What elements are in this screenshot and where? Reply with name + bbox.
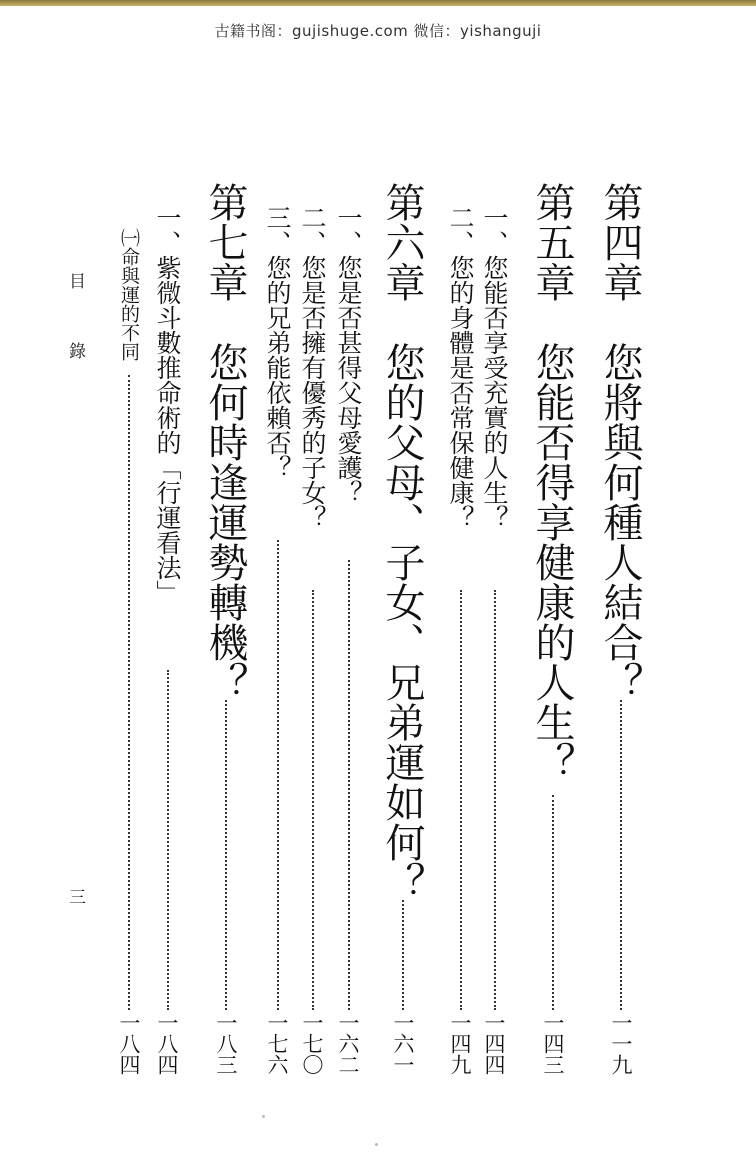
toc-chapter-7-page: 一八三	[214, 1012, 238, 1075]
toc-section-5-2-title: 二、您的身體是否常保健康？	[446, 205, 475, 530]
toc-section-6-2-page: 一七〇	[300, 1012, 324, 1075]
toc-subsection-7-1-1-title: ㈠命與運的不同	[118, 228, 140, 361]
toc-chapter-6-page: 一六一	[391, 1012, 415, 1075]
toc-section-6-3-title: 三、您的兄弟能依賴否？	[263, 205, 292, 480]
leader-dots	[552, 795, 554, 1010]
leader-dots	[277, 540, 279, 1010]
leader-dots	[167, 670, 169, 1010]
toc-section-5-1-page: 一四四	[482, 1012, 506, 1075]
scan-speck	[375, 1143, 378, 1146]
leader-dots	[494, 590, 496, 1010]
toc-chapter-5-page: 一四三	[541, 1012, 565, 1075]
toc-section-6-3-page: 一七六	[265, 1012, 289, 1075]
toc-section-5-1-title: 一、您能否享受充實的人生？	[480, 205, 509, 530]
leader-dots	[312, 590, 314, 1010]
toc-section-6-2-title: 二、您是否擁有優秀的子女？	[298, 205, 327, 530]
toc-section-5-2-page: 一四九	[448, 1012, 472, 1075]
watermark-text: 古籍书阁：gujishuge.com 微信：yishanguji	[214, 22, 542, 40]
toc-section-6-1-title: 一、您是否甚得父母愛護？	[334, 205, 363, 505]
toc-subsection-7-1-1-page: 一八四	[117, 1012, 141, 1075]
leader-dots	[402, 900, 404, 1010]
toc-section-7-1-title: 一、紫微斗數推命術的「行運看法」	[153, 205, 182, 605]
page-number: 三	[65, 888, 85, 905]
top-border	[0, 0, 756, 6]
toc-chapter-4-page: 一一九	[609, 1012, 633, 1075]
running-header-contents: 目 錄	[65, 272, 85, 377]
leader-dots	[128, 375, 130, 1010]
leader-dots	[620, 700, 622, 1010]
toc-section-7-1-page: 一八四	[155, 1012, 179, 1075]
toc-chapter-4-title: 第四章 您將與何種人結合？	[597, 182, 643, 702]
toc-chapter-5-title: 第五章 您能否得享健康的人生？	[529, 182, 575, 782]
toc-section-6-1-page: 一六二	[336, 1012, 360, 1075]
leader-dots	[225, 700, 227, 1010]
toc-chapter-6-title: 第六章 您的父母、子女、兄弟運如何？	[379, 182, 425, 902]
leader-dots	[460, 590, 462, 1010]
leader-dots	[348, 560, 350, 1010]
scan-speck	[262, 1115, 265, 1118]
toc-chapter-7-title: 第七章 您何時逢運勢轉機？	[202, 182, 248, 702]
